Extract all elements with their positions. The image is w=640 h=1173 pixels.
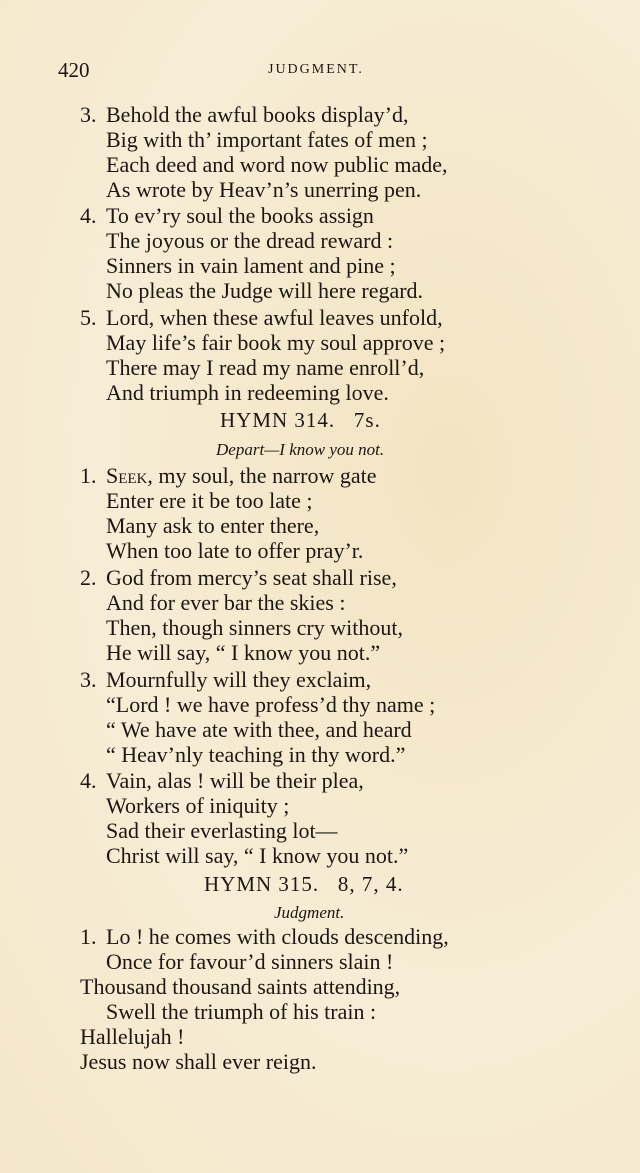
hymn-meter: 8, 7, 4.: [337, 872, 404, 896]
verse-line: There may I read my name enroll’d,: [106, 355, 425, 380]
hymn-subtitle: Judgment.: [274, 903, 345, 922]
verse-line: Christ will say, “ I know you not.”: [106, 843, 409, 868]
verse-line: my soul, the narrow gate: [158, 463, 377, 488]
verse-line: Swell the triumph of his train :: [106, 999, 377, 1024]
verse-line: Once for favour’d sinners slain !: [106, 949, 394, 974]
verse-line: Each deed and word now public made,: [106, 152, 448, 177]
running-head: JUDGMENT.: [268, 62, 364, 77]
verse-number: 1.: [80, 924, 97, 949]
verse-line: The joyous or the dread reward :: [106, 228, 394, 253]
verse-line: “ Heav’nly teaching in thy word.”: [106, 742, 406, 767]
verse-number: 2.: [80, 565, 97, 590]
verse-block: [80, 305, 445, 405]
verse-line: God from mercy’s seat shall rise,: [106, 565, 397, 590]
verse-line: May life’s fair book my soul approve ;: [106, 330, 446, 355]
verse-block: [80, 565, 403, 665]
verse-line: Jesus now shall ever reign.: [80, 1049, 317, 1074]
verse-line: No pleas the Judge will here regard.: [106, 278, 424, 303]
verse-line: Vain, alas ! will be their plea,: [106, 768, 364, 793]
verse-line: When too late to offer pray’r.: [106, 538, 364, 563]
verse-line: He will say, “ I know you not.”: [106, 640, 381, 665]
page-number: 420: [58, 58, 90, 82]
verse-line: Sad their everlasting lot—: [106, 818, 338, 843]
verse-block: [80, 102, 448, 202]
verse-block: [80, 203, 423, 303]
verse-block: [80, 768, 408, 868]
verse-line: As wrote by Heav’n’s unerring pen.: [106, 177, 422, 202]
verse-line: And triumph in redeeming love.: [106, 380, 389, 405]
verse-line: And for ever bar the skies :: [106, 590, 346, 615]
verse-line: Then, though sinners cry without,: [106, 615, 403, 640]
verse-number: 3.: [80, 102, 97, 127]
hymn-title: [220, 408, 381, 433]
verse-line: Thousand thousand saints attending,: [80, 974, 401, 999]
verse-line: “ We have ate with thee, and heard: [106, 717, 412, 742]
verse-number: 5.: [80, 305, 97, 330]
verse-line: To ev’ry soul the books assign: [106, 203, 374, 228]
verse-line: Hallelujah !: [80, 1024, 185, 1049]
hymn-number: HYMN 315.: [204, 872, 320, 896]
verse-block: [80, 667, 435, 767]
verse-number: 4.: [80, 768, 97, 793]
hymn-number: HYMN 314.: [220, 408, 336, 432]
hymn-subtitle: Depart—I know you not.: [216, 440, 385, 459]
verse-line: Big with th’ important fates of men ;: [106, 127, 428, 152]
verse-line: Enter ere it be too late ;: [106, 488, 313, 513]
verse-number: 3.: [80, 667, 97, 692]
verse-number: 4.: [80, 203, 97, 228]
verse-line: Lord, when these awful leaves unfold,: [106, 305, 443, 330]
verse-line: Behold the awful books display’d,: [106, 102, 409, 127]
verse-block: [80, 924, 449, 1074]
verse-block: [80, 463, 377, 563]
verse-line: Lo ! he comes with clouds descending,: [106, 924, 449, 949]
verse-line: Mournfully will they exclaim,: [106, 667, 372, 692]
page-header: [58, 58, 578, 86]
verse-line: Many ask to enter there,: [106, 513, 320, 538]
verse-number: 1.: [80, 463, 97, 488]
verse-line: Workers of iniquity ;: [106, 793, 290, 818]
verse-line: Sinners in vain lament and pine ;: [106, 253, 396, 278]
verse-line: “Lord ! we have profess’d thy name ;: [106, 692, 436, 717]
verse-first-word: Seek,: [106, 463, 153, 488]
hymn-title: [204, 872, 404, 897]
hymn-meter: 7s.: [353, 408, 381, 432]
